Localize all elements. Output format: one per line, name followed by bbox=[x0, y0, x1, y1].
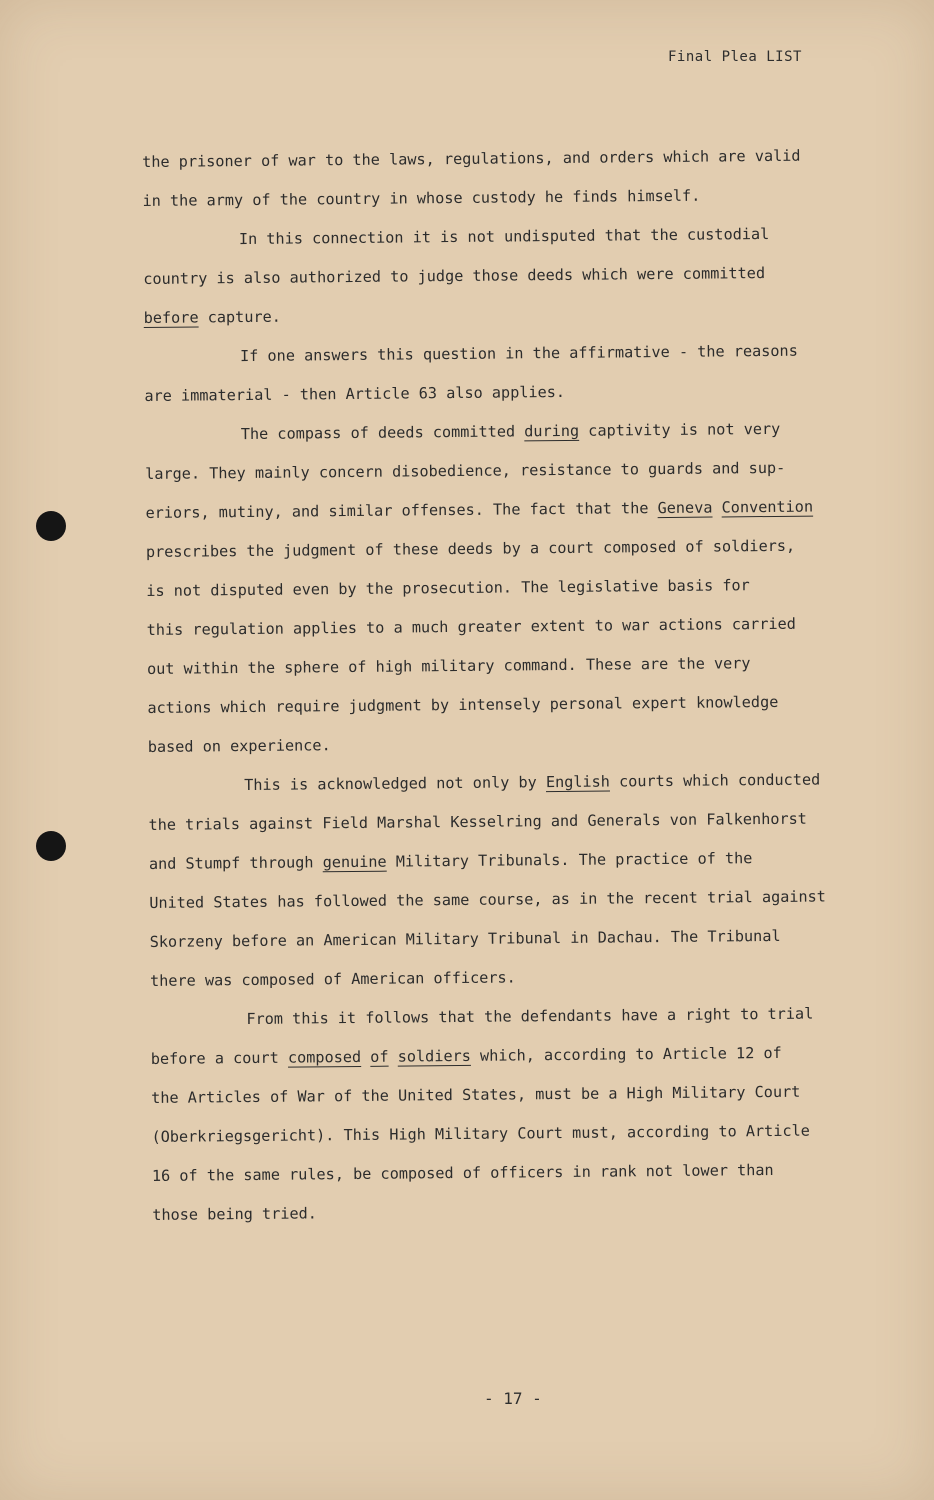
text-span bbox=[388, 1048, 397, 1066]
text-line: this regulation applies to a much greater extent to war actions carried bbox=[146, 614, 796, 639]
text-line: the Articles of War of the United States, must be a High Military Court bbox=[151, 1082, 801, 1107]
paragraph bbox=[150, 994, 882, 1235]
text-span bbox=[712, 498, 721, 516]
text-line: 16 of the same rules, be composed of officers in rank not lower than bbox=[151, 1160, 774, 1185]
underlined-word: soldiers bbox=[397, 1046, 471, 1066]
punch-hole-bottom bbox=[36, 831, 66, 861]
underlined-word: English bbox=[545, 772, 611, 792]
text-line: there was composed of American officers. bbox=[149, 968, 516, 990]
underlined-word: composed bbox=[287, 1047, 362, 1067]
text-span: eriors, mutiny, and similar offenses. The fact that the bbox=[145, 499, 658, 522]
text-span: before a court bbox=[150, 1048, 289, 1068]
text-span: and Stumpf through bbox=[148, 853, 323, 873]
text-line: prescribes the judgment of these deeds by a court composed of soldiers, bbox=[145, 536, 796, 561]
paragraph bbox=[144, 331, 875, 416]
text-line: (Oberkriegsgericht). This High Military Court must, according to Article bbox=[151, 1121, 810, 1146]
text-line: in the army of the country in whose custody he finds himself. bbox=[142, 186, 701, 210]
text-line: country is also authorized to judge those deeds which were committed bbox=[143, 264, 766, 288]
underlined-word: of bbox=[370, 1047, 389, 1066]
text-line: the prisoner of war to the laws, regulations, and orders which are valid bbox=[142, 146, 801, 171]
text-line: the trials against Field Marshal Kesselring and Generals von Falkenhorst bbox=[148, 809, 807, 834]
text-line: out within the sphere of high military command. These are the very bbox=[146, 654, 751, 678]
text-span: This is acknowledged not only by bbox=[244, 773, 546, 795]
text-span: Military Tribunals. The practice of the bbox=[386, 849, 753, 871]
document-body bbox=[142, 136, 882, 1235]
text-span: courts which conducted bbox=[609, 770, 821, 791]
text-span: which, according to Article 12 of bbox=[470, 1043, 782, 1065]
text-span: capture. bbox=[198, 307, 281, 327]
paragraph bbox=[143, 214, 874, 338]
text-line: actions which require judgment by intensely personal expert knowledge bbox=[147, 692, 779, 717]
paragraph bbox=[142, 136, 873, 221]
text-line: If one answers this question in the affirmative - the reasons bbox=[239, 341, 798, 366]
underlined-word: Convention bbox=[721, 497, 814, 517]
text-span: The compass of deeds committed bbox=[240, 422, 525, 444]
text-line: those being tried. bbox=[152, 1204, 317, 1224]
underlined-word: during bbox=[524, 421, 580, 441]
punch-hole-top bbox=[36, 511, 66, 541]
text-line: From this it follows that the defendants have a right to trial bbox=[246, 1004, 814, 1029]
text-line: United States has followed the same course, as in the recent trial against bbox=[149, 887, 826, 912]
text-line: large. They mainly concern disobedience, resistance to guards and sup- bbox=[145, 458, 786, 483]
text-span: captivity is not very bbox=[579, 419, 781, 440]
underlined-word: genuine bbox=[322, 852, 387, 872]
text-line: are immaterial - then Article 63 also applies. bbox=[144, 382, 566, 405]
page-header: Final Plea LIST bbox=[668, 49, 802, 65]
underlined-word: before bbox=[143, 308, 199, 327]
paragraph bbox=[148, 760, 880, 1001]
underlined-word: Geneva bbox=[657, 498, 713, 518]
text-line: based on experience. bbox=[147, 736, 331, 756]
page-number: - 17 - bbox=[484, 1389, 542, 1408]
text-line: In this connection it is not undisputed that the custodial bbox=[238, 224, 770, 249]
text-line: Skorzeny before an American Military Tribunal in Dachau. The Tribunal bbox=[149, 926, 781, 951]
paragraph bbox=[145, 409, 878, 767]
text-line: is not disputed even by the prosecution. The legislative basis for bbox=[146, 576, 750, 600]
